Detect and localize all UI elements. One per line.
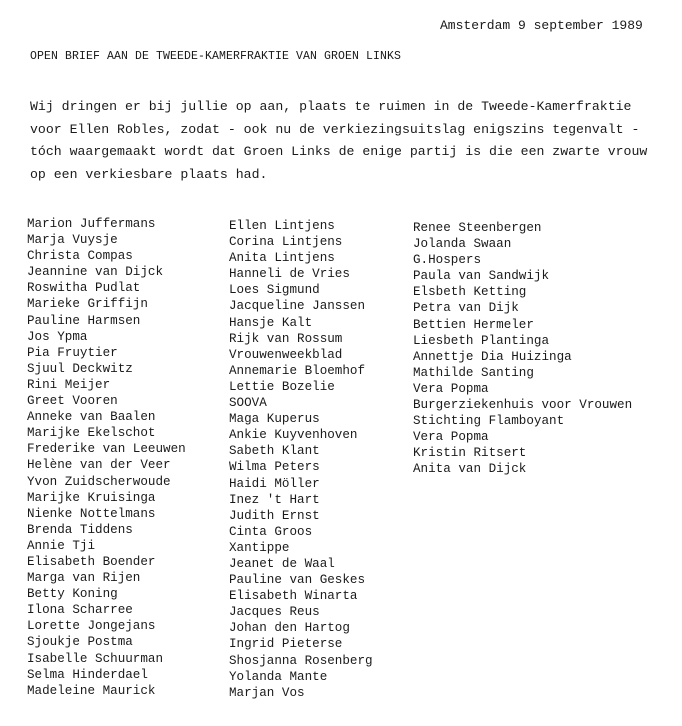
signatory-name: Liesbeth Plantinga xyxy=(413,333,550,348)
signatory-name: Yolanda Mante xyxy=(229,669,328,684)
signatory-name: Maga Kuperus xyxy=(229,412,320,427)
signatories-column-1 xyxy=(27,216,186,699)
body-line: Wij dringen er bij jullie op aan, plaats te ruimen in de Tweede-Kamerfraktie xyxy=(30,99,632,114)
signatory-name: Rini Meijer xyxy=(27,377,111,392)
signatory-name: Anita Lintjens xyxy=(229,251,335,266)
signatory-name: Pauline Harmsen xyxy=(27,313,141,328)
signatory-name: Inez 't Hart xyxy=(229,492,320,507)
signatory-name: Marjan Vos xyxy=(229,685,305,700)
signatory-name: Shosjanna Rosenberg xyxy=(229,653,373,668)
signatory-name: Haidi Möller xyxy=(229,476,320,491)
signatory-name: Ilona Scharree xyxy=(27,603,133,618)
signatory-name: Pia Fruytier xyxy=(27,345,118,360)
signatory-name: SOOVA xyxy=(229,396,267,411)
signatory-name: Jacqueline Janssen xyxy=(229,299,366,314)
signatory-name: Kristin Ritsert xyxy=(413,446,527,461)
signatory-name: Greet Vooren xyxy=(27,394,118,409)
signatory-name: Marijke Kruisinga xyxy=(27,490,156,505)
signatory-name: Burgerziekenhuis voor Vrouwen xyxy=(413,398,633,413)
signatory-name: Anita van Dijck xyxy=(413,462,527,477)
signatory-name: Corina Lintjens xyxy=(229,235,343,250)
signatory-name: Mathilde Santing xyxy=(413,365,534,380)
signatory-name: Madeleine Maurick xyxy=(27,683,156,698)
signatory-name: Betty Koning xyxy=(27,587,118,602)
signatory-name: Cinta Groos xyxy=(229,524,313,539)
signatory-name: Marieke Griffijn xyxy=(27,297,148,312)
signatory-name: Frederike van Leeuwen xyxy=(27,442,186,457)
signatory-name: Anneke van Baalen xyxy=(27,410,156,425)
signatory-name: Johan den Hartog xyxy=(229,621,350,636)
signatory-name: Judith Ernst xyxy=(229,508,320,523)
signatory-name: Ellen Lintjens xyxy=(229,219,335,233)
signatory-name: Helène van der Veer xyxy=(27,458,171,473)
signatory-name: Petra van Dijk xyxy=(413,301,519,316)
signatory-name: Jeannine van Dijck xyxy=(27,265,164,280)
signatory-name: Sjoukje Postma xyxy=(27,635,133,650)
signatory-name: Christa Compas xyxy=(27,249,133,264)
signatory-name: Marion Juffermans xyxy=(27,217,156,231)
signatory-name: Marijke Ekelschot xyxy=(27,426,156,441)
signatory-name: Sjuul Deckwitz xyxy=(27,361,133,376)
signatory-name: Vrouwenweekblad xyxy=(229,347,343,362)
signatory-name: Annemarie Bloemhof xyxy=(229,363,366,378)
body-line: tóch waargemaakt wordt dat Groen Links de enige partij is die een zwarte vrouw xyxy=(30,144,648,159)
signatory-name: Rijk van Rossum xyxy=(229,331,343,346)
signatory-name: Selma Hinderdael xyxy=(27,667,148,682)
signatory-name: Elsbeth Ketting xyxy=(413,285,527,300)
signatory-name: Hanneli de Vries xyxy=(229,267,350,282)
signatory-name: Hansje Kalt xyxy=(229,315,313,330)
signatory-name: G.Hospers xyxy=(413,253,482,268)
signatory-name: Loes Sigmund xyxy=(229,283,320,298)
signatory-name: Annie Tji xyxy=(27,538,96,553)
signatories-column-2 xyxy=(229,218,373,701)
letter-body xyxy=(30,96,670,186)
signatories-column-3 xyxy=(413,220,632,478)
signatory-name: Xantippe xyxy=(229,540,290,555)
signatory-name: Lorette Jongejans xyxy=(27,619,156,634)
signatory-name: Jeanet de Waal xyxy=(229,556,335,571)
signatory-name: Marja Vuysje xyxy=(27,233,118,248)
signatory-name: Paula van Sandwijk xyxy=(413,269,550,284)
signatory-name: Vera Popma xyxy=(413,381,489,396)
signatory-name: Bettien Hermeler xyxy=(413,317,534,332)
signatory-name: Renee Steenbergen xyxy=(413,221,542,235)
signatory-name: Marga van Rijen xyxy=(27,571,141,586)
signatory-name: Roswitha Pudlat xyxy=(27,281,141,296)
signatory-name: Stichting Flamboyant xyxy=(413,414,565,429)
letter-heading: OPEN BRIEF AAN DE TWEEDE-KAMERFRAKTIE VAN GROEN LINKS xyxy=(30,50,402,63)
letter-date: Amsterdam 9 september 1989 xyxy=(440,18,643,33)
signatory-name: Isabelle Schuurman xyxy=(27,651,164,666)
body-line: voor Ellen Robles, zodat - ook nu de verkiezingsuitslag enigszins tegenvalt - xyxy=(30,121,640,137)
signatory-name: Wilma Peters xyxy=(229,460,320,475)
signatory-name: Nienke Nottelmans xyxy=(27,506,156,521)
signatory-name: Jacques Reus xyxy=(229,605,320,620)
signatory-name: Jolanda Swaan xyxy=(413,237,512,252)
signatory-name: Yvon Zuidscherwoude xyxy=(27,474,171,489)
signatory-name: Brenda Tiddens xyxy=(27,522,133,537)
signatory-name: Annettje Dia Huizinga xyxy=(413,349,572,364)
signatory-name: Elisabeth Boender xyxy=(27,554,156,569)
signatory-name: Vera Popma xyxy=(413,430,489,445)
body-line: op een verkiesbare plaats had. xyxy=(30,166,268,182)
signatory-name: Ingrid Pieterse xyxy=(229,637,343,652)
signatory-name: Pauline van Geskes xyxy=(229,573,366,588)
signatory-name: Lettie Bozelie xyxy=(229,379,335,394)
signatory-name: Ankie Kuyvenhoven xyxy=(229,428,358,443)
signatory-name: Sabeth Klant xyxy=(229,444,320,459)
signatory-name: Elisabeth Winarta xyxy=(229,589,358,604)
signatory-name: Jos Ypma xyxy=(27,329,88,344)
